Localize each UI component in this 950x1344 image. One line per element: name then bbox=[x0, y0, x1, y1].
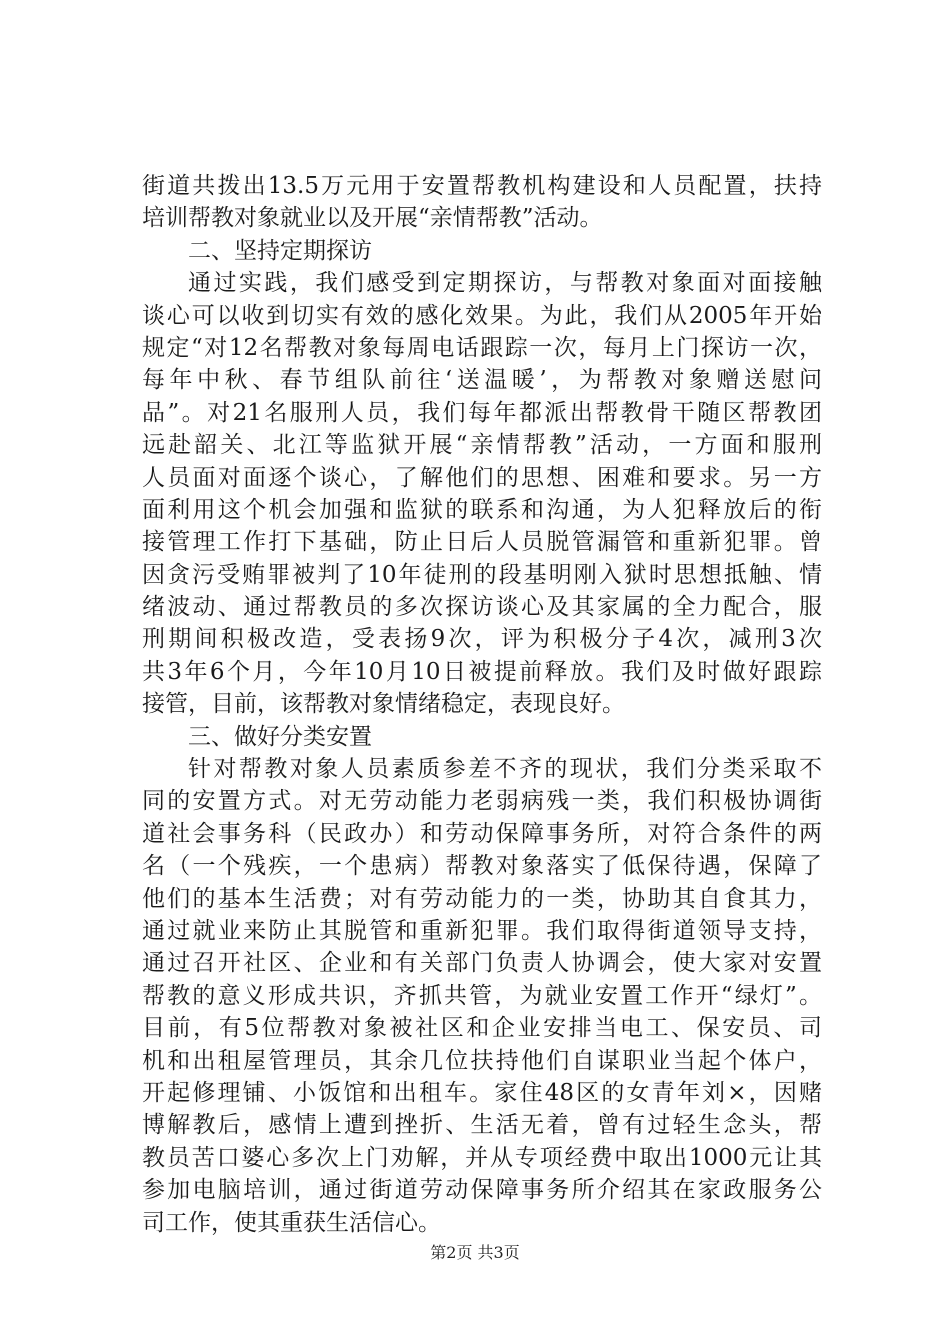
page-number-label: 第2页 共3页 bbox=[430, 1243, 520, 1262]
text-line: 开起修理铺、小饭馆和出租车。家住48区的女青年刘×，因赌 bbox=[142, 1079, 822, 1106]
text-line: 每年中秋、春节组队前往‘送温暖’，为帮教对象赠送慰问 bbox=[142, 367, 822, 394]
text-line: 博解教后，感情上遭到挫折、生活无着，曾有过轻生念头，帮 bbox=[142, 1112, 822, 1139]
text-line: 共3年6个月，今年10月10日被提前释放。我们及时做好跟踪 bbox=[142, 658, 822, 685]
text-line: 参加电脑培训，通过街道劳动保障事务所介绍其在家政服务公 bbox=[142, 1177, 822, 1204]
text-line: 谈心可以收到切实有效的感化效果。为此，我们从2005年开始 bbox=[142, 302, 822, 329]
section-heading: 二、坚持定期探访 bbox=[188, 237, 372, 264]
text-line: 街道共拨出13.5万元用于安置帮教机构建设和人员配置，扶持 bbox=[142, 173, 822, 199]
text-line: 教员苦口婆心多次上门劝解，并从专项经费中取出1000元让其 bbox=[142, 1144, 822, 1171]
page-footer bbox=[0, 1243, 950, 1263]
text-line: 通过实践，我们感受到定期探访，与帮教对象面对面接触 bbox=[188, 270, 822, 297]
text-line: 品”。对21名服刑人员，我们每年都派出帮教骨干随区帮教团 bbox=[142, 399, 822, 426]
text-line: 规定“对12名帮教对象每周电话跟踪一次，每月上门探访一次， bbox=[142, 334, 822, 361]
text-line: 名（一个残疾，一个患病）帮教对象落实了低保待遇，保障了 bbox=[142, 853, 822, 880]
section-heading: 三、做好分类安置 bbox=[188, 723, 372, 750]
text-line: 针对帮教对象人员素质参差不齐的现状，我们分类采取不 bbox=[188, 756, 822, 783]
text-line: 面利用这个机会加强和监狱的联系和沟通，为人犯释放后的衔 bbox=[142, 496, 822, 523]
text-line: 他们的基本生活费；对有劳动能力的一类，协助其自食其力， bbox=[142, 885, 822, 912]
text-line: 接管理工作打下基础，防止日后人员脱管漏管和重新犯罪。曾 bbox=[142, 529, 822, 556]
text-line: 刑期间积极改造，受表扬9次，评为积极分子4次，减刑3次 bbox=[142, 626, 822, 653]
text-line: 远赴韶关、北江等监狱开展“亲情帮教”活动，一方面和服刑 bbox=[142, 432, 822, 459]
text-line: 通过召开社区、企业和有关部门负责人协调会，使大家对安置 bbox=[142, 950, 822, 977]
text-line: 目前，有5位帮教对象被社区和企业安排当电工、保安员、司 bbox=[142, 1015, 822, 1042]
text-line: 同的安置方式。对无劳动能力老弱病残一类，我们积极协调街 bbox=[142, 788, 822, 815]
text-line: 通过就业来防止其脱管和重新犯罪。我们取得街道领导支持， bbox=[142, 917, 822, 944]
text-line: 帮教的意义形成共识，齐抓共管，为就业安置工作开“绿灯”。 bbox=[142, 982, 822, 1009]
text-line: 绪波动、通过帮教员的多次探访谈心及其家属的全力配合，服 bbox=[142, 594, 822, 621]
text-line: 人员面对面逐个谈心，了解他们的思想、困难和要求。另一方 bbox=[142, 464, 822, 491]
text-line: 培训帮教对象就业以及开展“亲情帮教”活动。 bbox=[142, 205, 603, 232]
text-line: 机和出租屋管理员，其余几位扶持他们自谋职业当起个体户， bbox=[142, 1047, 822, 1074]
text-line: 接管，目前，该帮教对象情绪稳定，表现良好。 bbox=[142, 691, 625, 718]
document-body bbox=[142, 170, 822, 1239]
text-line: 道社会事务科（民政办）和劳动保障事务所，对符合条件的两 bbox=[142, 820, 822, 847]
text-line: 司工作，使其重获生活信心。 bbox=[142, 1209, 441, 1236]
text-line: 因贪污受贿罪被判了10年徒刑的段基明刚入狱时思想抵触、情 bbox=[142, 561, 822, 588]
